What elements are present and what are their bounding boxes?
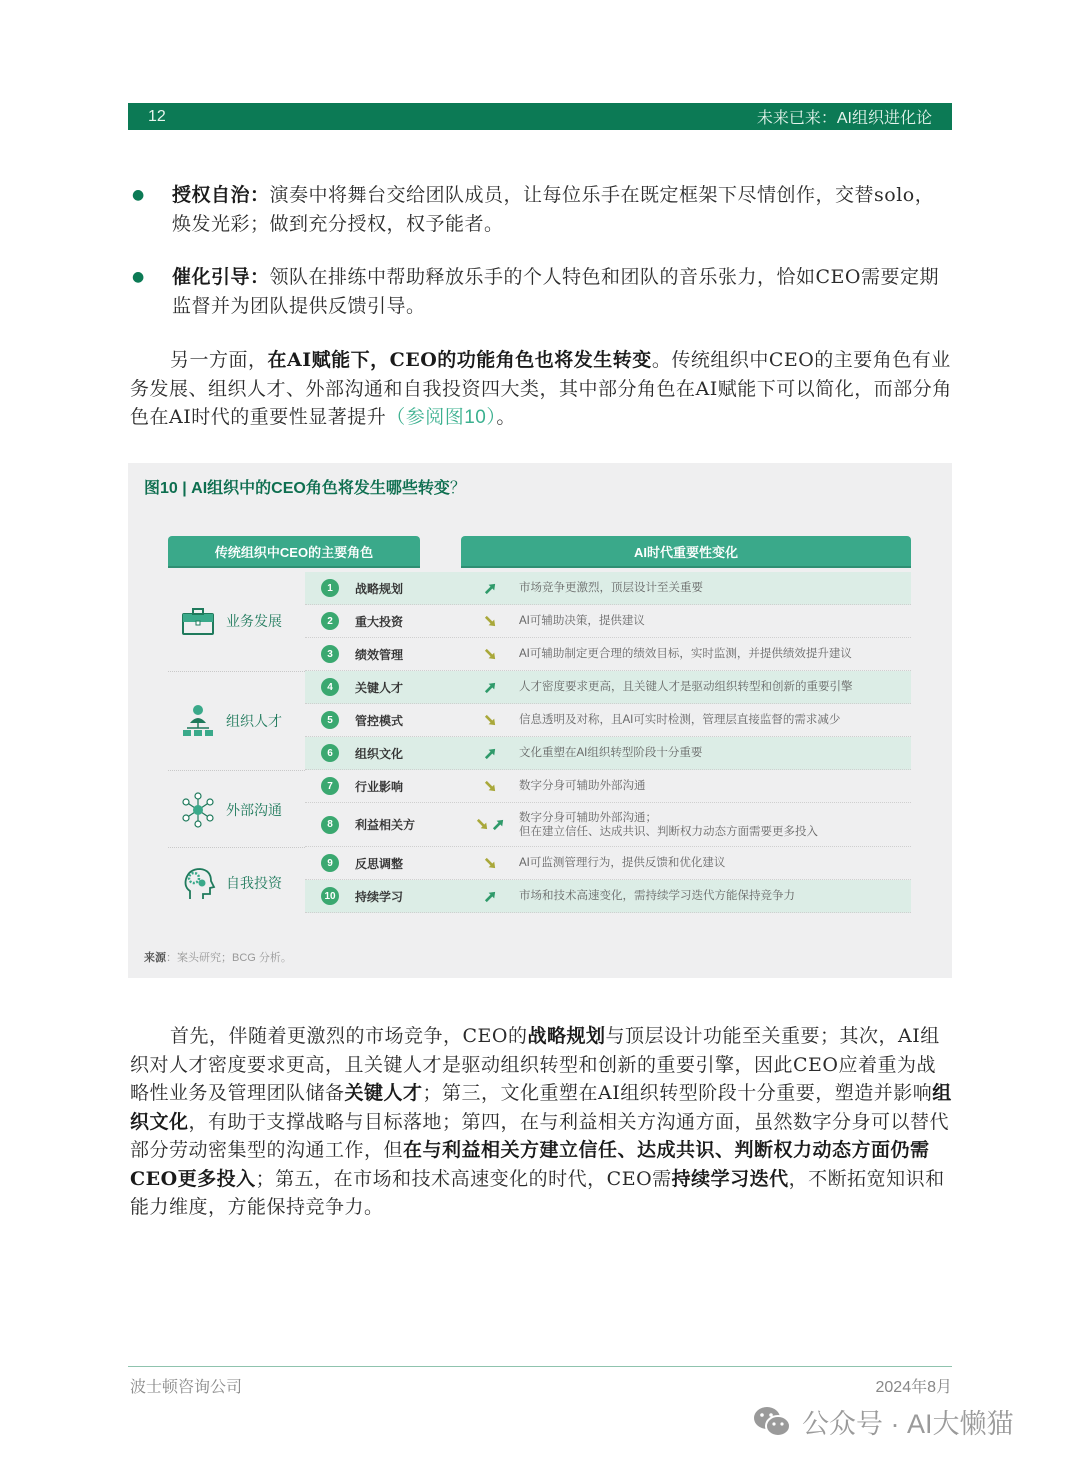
role-change-description: 信息透明及对称，且AI可实时检测，管理层直接监督的需求减少 — [519, 714, 841, 726]
trend-up-arrow-icon — [484, 681, 497, 694]
category-divider — [168, 847, 305, 848]
briefcase-icon — [180, 603, 216, 639]
trend-down-arrow-icon — [484, 615, 497, 628]
trend-indicator — [465, 780, 515, 793]
role-name: 行业影响 — [355, 779, 404, 794]
trend-down-arrow-icon — [484, 714, 497, 727]
para-text: ；第三，文化重塑在AI组织转型阶段十分重要，塑造并影响 — [422, 1082, 933, 1104]
role-name: 绩效管理 — [355, 647, 404, 662]
footer-date: 2024年8月 — [875, 1379, 952, 1396]
bullet-dot-icon: ● — [132, 187, 145, 203]
trend-indicator — [465, 818, 515, 831]
figure-title: 图10 | AI组织中的CEO角色将发生哪些转变？ — [144, 480, 466, 497]
figure-reference-link[interactable]: （参阅图10） — [386, 407, 497, 428]
role-change-description: 数字分身可辅助外部沟通； 但在建立信任、达成共识、判断权力动态方面需要更多投入 — [519, 811, 818, 838]
category-label: 自我投资 — [226, 875, 282, 891]
trend-up-arrow-icon — [484, 582, 497, 595]
role-number-badge: 5 — [321, 711, 339, 729]
role-change-description: AI可监测管理行为，提供反馈和优化建议 — [519, 857, 726, 869]
page-header — [128, 103, 952, 130]
bullet-text: 演奏中将舞台交给团队成员，让每位乐手在既定框架下尽情创作，交替solo，焕发光彩；做到充分授权，权予能者。 — [172, 184, 935, 235]
role-row — [305, 704, 911, 737]
watermark-text: 公众号 · AI大懒猫 — [802, 1409, 1014, 1439]
bullet-item — [130, 263, 952, 320]
para-text: ；第五，在市场和技术高速变化的时代，CEO需 — [255, 1167, 672, 1190]
trend-down-arrow-icon — [484, 857, 497, 870]
role-row — [305, 847, 911, 880]
role-number-badge: 9 — [321, 854, 339, 872]
trend-indicator — [465, 890, 515, 903]
footer-divider — [128, 1366, 952, 1367]
paragraph-intro — [130, 346, 952, 433]
bullet-term: 授权自治： — [172, 184, 270, 206]
role-change-description: 市场和技术高速变化，需持续学习迭代方能保持竞争力 — [519, 890, 795, 902]
para-bold: 战略规划 — [527, 1025, 606, 1047]
category-divider — [168, 770, 305, 771]
role-number-badge: 4 — [321, 678, 339, 696]
trend-down-arrow-icon — [484, 648, 497, 661]
role-number-badge: 7 — [321, 777, 339, 795]
para-text: 。传统组织中CEO的主要角色有业务发展、组织人才、外部沟通和自我投资四大类，其中部分角色在AI赋能下可以简化，而部分角色在AI时代的重要性显著提升 — [130, 349, 952, 428]
bullet-dot-icon: ● — [132, 269, 145, 285]
para-bold: 关键人才 — [344, 1082, 423, 1104]
role-change-description: 文化重塑在AI组织转型阶段十分重要 — [519, 747, 703, 759]
column-header-ai-change: AI时代重要性变化 — [461, 536, 911, 566]
trend-up-arrow-icon — [484, 890, 497, 903]
bullet-term: 催化引导： — [172, 266, 270, 288]
trend-indicator — [465, 681, 515, 694]
para-text: ，有助于支撑战略与目标落地；第四，在与利益相关方沟通方面，虽然数字分身可以替代部分劳动密集型的沟通工作，但 — [130, 1110, 950, 1161]
role-row — [305, 737, 911, 770]
trend-down-arrow-icon — [484, 780, 497, 793]
page-number: 12 — [148, 107, 166, 125]
role-number-badge: 6 — [321, 744, 339, 762]
role-name: 利益相关方 — [355, 818, 416, 832]
role-row — [305, 803, 911, 847]
para-text: 首先，伴随着更激烈的市场竞争，CEO的 — [170, 1025, 528, 1047]
wechat-icon — [752, 1405, 792, 1439]
bullet-item — [130, 181, 952, 238]
trend-indicator — [465, 857, 515, 870]
category-label: 业务发展 — [226, 613, 282, 629]
trend-up-arrow-icon — [492, 818, 505, 831]
trend-indicator — [465, 582, 515, 595]
para-text: ，不断拓宽知识和能力维度，方能保持竞争力。 — [130, 1167, 945, 1218]
role-category — [168, 603, 305, 639]
category-divider — [168, 671, 305, 672]
column-header-traditional-roles: 传统组织中CEO的主要角色 — [168, 536, 420, 566]
role-row — [305, 880, 911, 913]
role-change-description: AI可辅助决策，提供建议 — [519, 615, 645, 627]
para-bold: 在与利益相关方建立信任、达成共识、判断权力动态方面仍需CEO更多投入 — [130, 1139, 930, 1190]
para-bold: 持续学习迭代 — [671, 1167, 789, 1190]
document-title: 未来已来：AI组织进化论 — [756, 110, 932, 127]
role-row — [305, 638, 911, 671]
para-text: 与顶层设计功能至关重要；其次，AI组织对人才密度要求更高，且关键人才是驱动组织转型和创新的重要引擎，因此CEO应着重为战略性业务及管理团队储备 — [130, 1025, 940, 1104]
para-text: 。 — [496, 406, 516, 428]
paragraph-summary — [130, 1022, 952, 1222]
bullet-list — [130, 181, 952, 320]
role-number-badge: 2 — [321, 612, 339, 630]
role-row — [305, 671, 911, 704]
role-change-description: AI可辅助制定更合理的绩效目标，实时监测，并提供绩效提升建议 — [519, 648, 852, 660]
watermark — [752, 1402, 1014, 1441]
category-label: 组织人才 — [226, 713, 282, 729]
role-category — [168, 703, 305, 739]
footer-company: 波士顿咨询公司 — [130, 1379, 243, 1396]
role-number-badge: 1 — [321, 579, 339, 597]
trend-up-arrow-icon — [484, 747, 497, 760]
role-name: 反思调整 — [355, 856, 404, 871]
para-bold: 组织文化 — [130, 1082, 952, 1133]
trend-indicator — [465, 747, 515, 760]
figure-10 — [128, 463, 952, 978]
role-number-badge: 3 — [321, 645, 339, 663]
role-name: 持续学习 — [355, 889, 404, 904]
trend-down-arrow-icon — [476, 818, 489, 831]
role-name: 关键人才 — [355, 680, 404, 695]
role-name: 战略规划 — [355, 581, 404, 596]
role-name: 重大投资 — [355, 614, 404, 629]
role-row — [305, 770, 911, 803]
bullet-text: 领队在排练中帮助释放乐手的个人特色和团队的音乐张力，恰如CEO需要定期监督并为团队提供反馈引导。 — [172, 266, 940, 317]
trend-indicator — [465, 615, 515, 628]
trend-indicator — [465, 648, 515, 661]
org-people-icon — [180, 703, 216, 739]
category-label: 外部沟通 — [226, 802, 282, 818]
role-name: 组织文化 — [355, 746, 404, 761]
role-row — [305, 605, 911, 638]
role-change-description: 人才密度要求更高，且关键人才是驱动组织转型和创新的重要引擎 — [519, 681, 853, 693]
role-category — [168, 865, 305, 901]
para-text: 另一方面， — [170, 349, 268, 371]
role-name: 管控模式 — [355, 713, 404, 728]
role-number-badge: 10 — [321, 887, 339, 905]
role-change-description: 数字分身可辅助外部沟通 — [519, 780, 646, 792]
para-bold: 在AI赋能下，CEO的功能角色也将发生转变 — [267, 349, 652, 371]
role-row — [305, 572, 911, 605]
role-number-badge: 8 — [321, 816, 339, 834]
role-category — [168, 792, 305, 828]
trend-indicator — [465, 714, 515, 727]
figure-source: 来源：案头研究；BCG 分析。 — [144, 952, 292, 964]
head-gears-icon — [180, 865, 216, 901]
network-icon — [180, 792, 216, 828]
role-change-description: 市场竞争更激烈，顶层设计至关重要 — [519, 582, 703, 594]
